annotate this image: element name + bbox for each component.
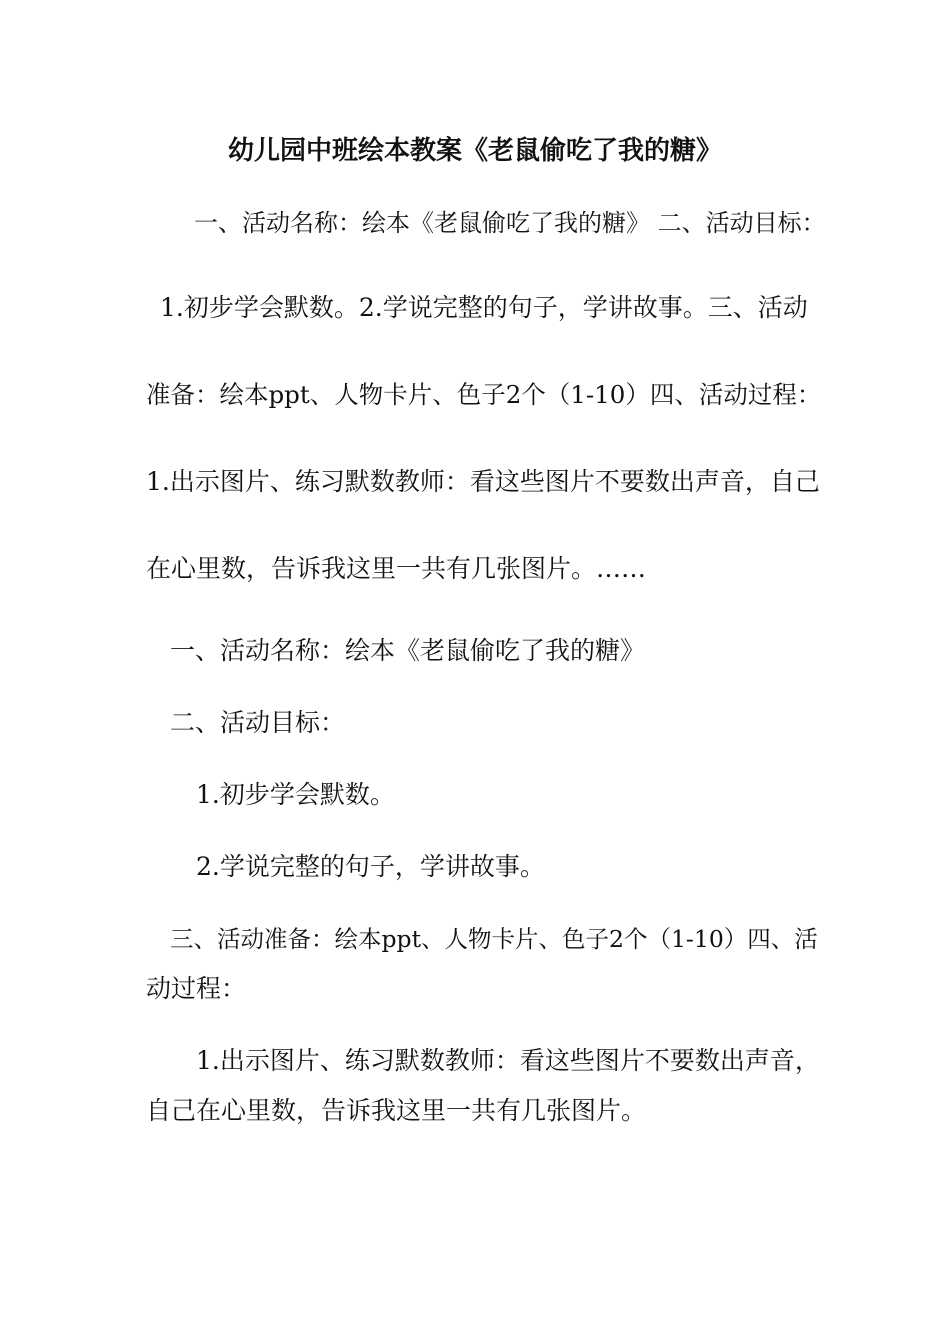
objectives-heading: 二、活动目标： <box>170 708 346 737</box>
preparation-line-2: 动过程： <box>146 974 247 1003</box>
summary-line-4: 1.出示图片、练习默数教师：看这些图片不要数出声音，自己 <box>146 467 820 496</box>
process-line-2: 自己在心里数，告诉我这里一共有几张图片。 <box>146 1096 647 1125</box>
summary-line-5: 在心里数，告诉我这里一共有几张图片。…… <box>146 554 647 583</box>
process-line-1: 1.出示图片、练习默数教师：看这些图片不要数出声音， <box>196 1046 820 1075</box>
summary-line-2: 1.初步学会默数。2.学说完整的句子，学讲故事。三、活动 <box>160 293 808 322</box>
objective-1: 1.初步学会默数。 <box>196 780 395 809</box>
summary-line-1: 一、活动名称：绘本《老鼠偷吃了我的糖》 二、活动目标： <box>194 209 826 237</box>
preparation-line-1: 三、活动准备：绘本ppt、人物卡片、色子2个（1-10）四、活 <box>170 925 818 953</box>
summary-line-3: 准备：绘本ppt、人物卡片、色子2个（1-10）四、活动过程： <box>146 380 822 409</box>
activity-name: 一、活动名称：绘本《老鼠偷吃了我的糖》 <box>170 636 646 665</box>
document-title: 幼儿园中班绘本教案《老鼠偷吃了我的糖》 <box>227 136 722 166</box>
objective-2: 2.学说完整的句子，学讲故事。 <box>196 852 545 881</box>
